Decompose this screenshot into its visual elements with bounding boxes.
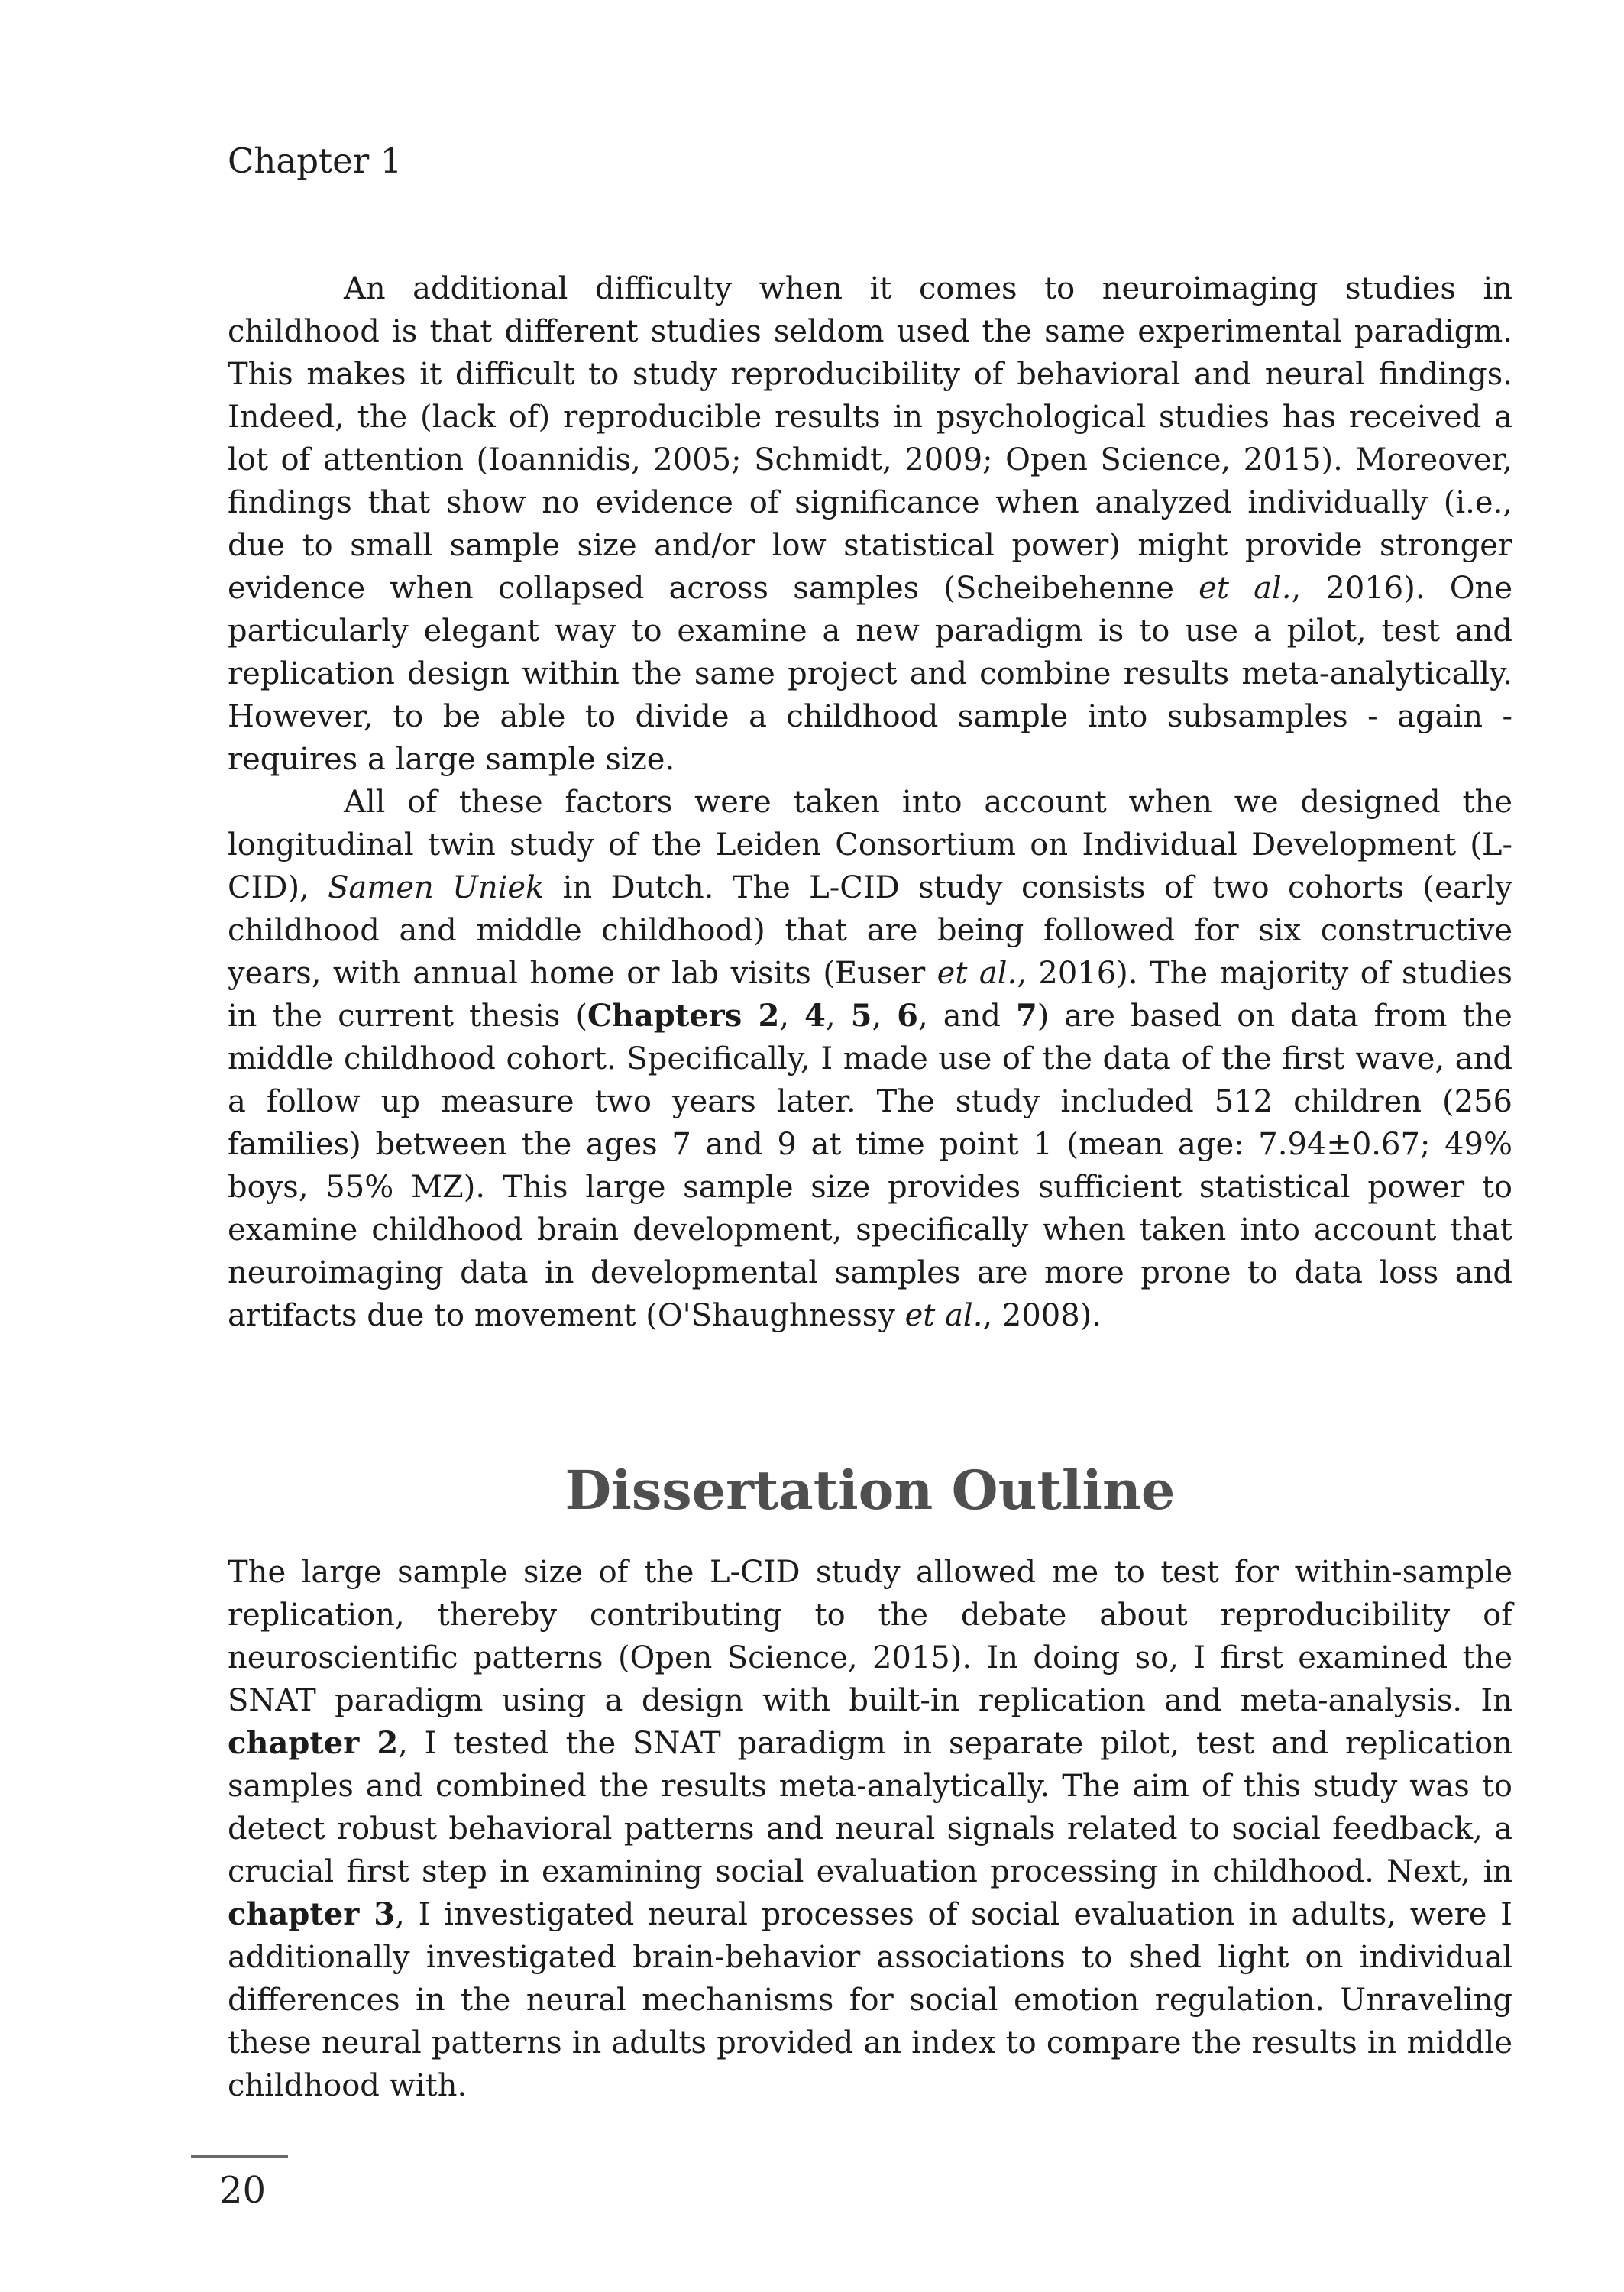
paragraph-1: An additional difficulty when it comes to neuroimaging studies in childhood is that different studies seldom used the same experimental paradigm. This makes it difficult to study reproducibility of behavioral and neural findings. Indeed, the (lack of) reproducible results in psychological studies has received a lot of attention (Ioannidis, 2005; Schmidt, 2009; Open Science, 2015). Moreover, findings that show no evidence of significance when analyzed individually (i.e., due to small sample size and/or low statistical power) might provide stronger evidence when collapsed across samples (Scheibehenne et al., 2016). One particularly elegant way to examine a new paradigm is to use a pilot, test and replication design within the same project and combine results meta-analytically. However, to be able to divide a childhood sample into subsamples - again - requires a large sample size. xyxy=(228,271,1512,777)
paragraph-3: The large sample size of the L-CID study allowed me to test for within-sample replication, thereby contributing to the debate about reproducibility of neuroscientific patterns (Open Science, 2015). In doing so, I first examined the SNAT paradigm using a design with built-in replication and meta-analysis. In chapter 2, I tested the SNAT paradigm in separate pilot, test and replication samples and combined the results meta-analytically. The aim of this study was to detect robust behavioral patterns and neural signals related to social feedback, a crucial first step in examining social evaluation processing in childhood. Next, in chapter 3, I investigated neural processes of social evaluation in adults, were I additionally investigated brain-behavior associations to shed light on individual differences in the neural mechanisms for social emotion regulation. Unraveling these neural patterns in adults provided an index to compare the results in middle childhood with. xyxy=(228,1555,1512,2103)
body-text-block-1 xyxy=(228,267,1512,1337)
section-heading: Dissertation Outline xyxy=(565,1458,1176,1522)
running-header: Chapter 1 xyxy=(228,141,403,181)
footer-rule xyxy=(191,2155,288,2158)
paragraph-2: All of these factors were taken into account when we designed the longitudinal twin study of the Leiden Consortium on Individual Development (L-CID), Samen Uniek in Dutch. The L-CID study consists of two cohorts (early childhood and middle childhood) that are being followed for six constructive years, with annual home or lab visits (Euser et al., 2016). The majority of studies in the current thesis (Chapters 2, 4, 5, 6, and 7) are based on data from the middle childhood cohort. Specifically, I made use of the data of the first wave, and a follow up measure two years later. The study included 512 children (256 families) between the ages 7 and 9 at time point 1 (mean age: 7.94±0.67; 49% boys, 55% MZ). This large sample size provides sufficient statistical power to examine childhood brain development, specifically when taken into account that neuroimaging data in developmental samples are more prone to data loss and artifacts due to movement (O'Shaughnessy et al., 2008). xyxy=(228,785,1513,1333)
page-number: 20 xyxy=(219,2169,267,2212)
body-text-block-2 xyxy=(228,1551,1512,2107)
